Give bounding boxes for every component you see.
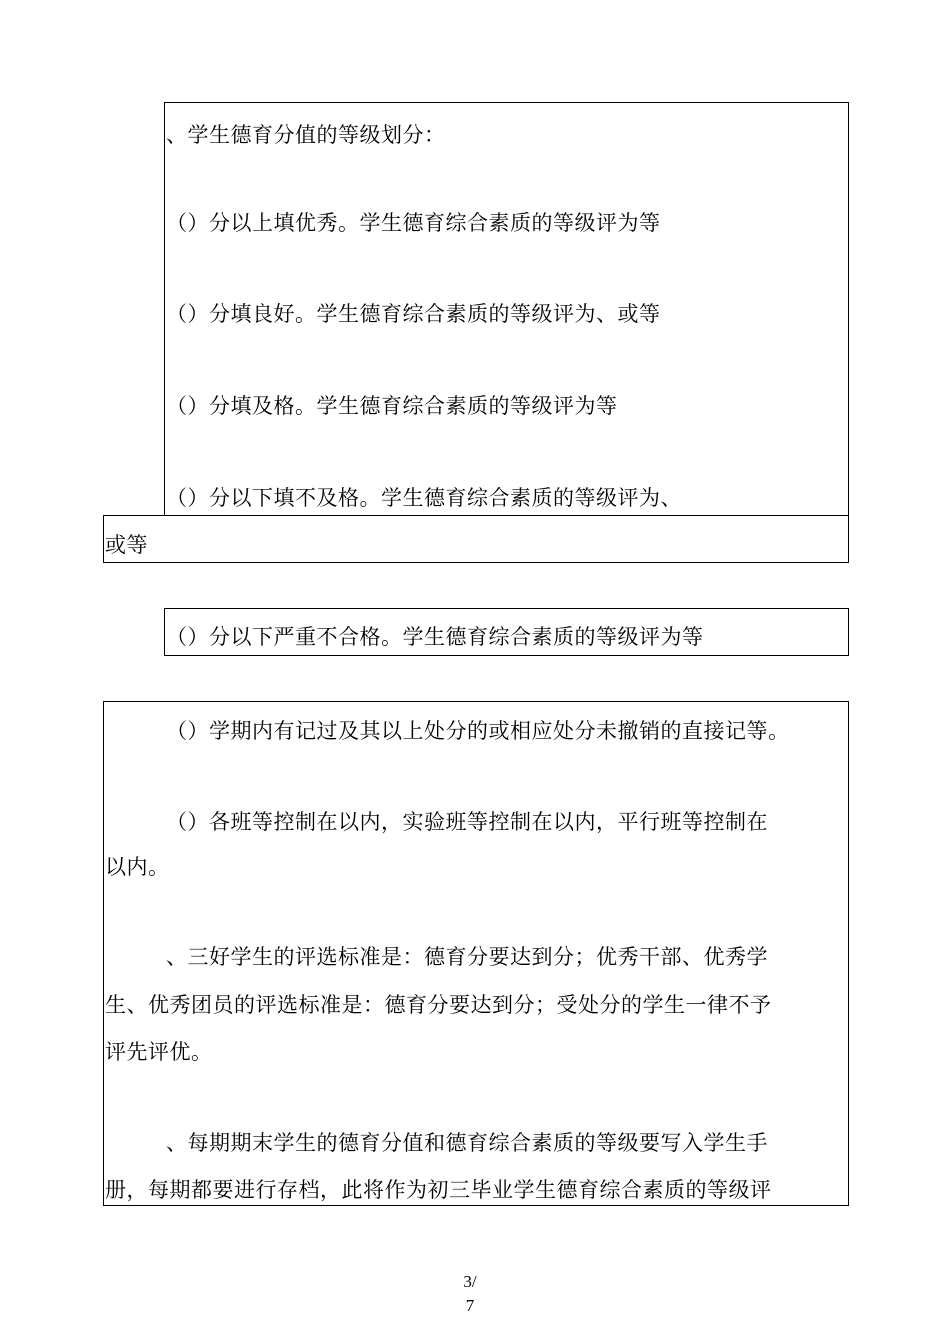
criteria-item-good: （）分填良好。学生德育综合素质的等级评为、或等 [166, 302, 661, 326]
rule-award-line3: 评先评优。 [105, 1040, 213, 1064]
page-number-current: 3/ [463, 1272, 477, 1291]
rule-penalty: （）学期内有记过及其以上处分的或相应处分未撤销的直接记等。 [166, 719, 790, 743]
rule-award-line2: 生、优秀团员的评选标准是：德育分要达到分；受处分的学生一律不予 [105, 993, 772, 1017]
criteria-heading: 、学生德育分值的等级划分： [166, 123, 446, 147]
criteria-continuation-box [103, 515, 849, 563]
rule-quota-line2: 以内。 [105, 855, 170, 879]
criteria-item-severe-fail: （）分以下严重不合格。学生德育综合素质的等级评为等 [166, 625, 704, 649]
rule-award-line1: 、三好学生的评选标准是：德育分要达到分；优秀干部、优秀学 [166, 945, 768, 969]
criteria-item-fail-continuation: 或等 [105, 533, 148, 557]
page-number-total: 7 [465, 1296, 475, 1315]
rule-quota-line1: （）各班等控制在以内，实验班等控制在以内，平行班等控制在 [166, 810, 768, 834]
criteria-item-fail: （）分以下填不及格。学生德育综合素质的等级评为、 [166, 486, 682, 510]
criteria-item-pass: （）分填及格。学生德育综合素质的等级评为等 [166, 394, 618, 418]
rule-record-line1: 、每期期末学生的德育分值和德育综合素质的等级要写入学生手 [166, 1131, 768, 1155]
rule-record-line2: 册，每期都要进行存档，此将作为初三毕业学生德育综合素质的等级评 [105, 1178, 772, 1202]
criteria-item-excellent: （）分以上填优秀。学生德育综合素质的等级评为等 [166, 211, 661, 235]
